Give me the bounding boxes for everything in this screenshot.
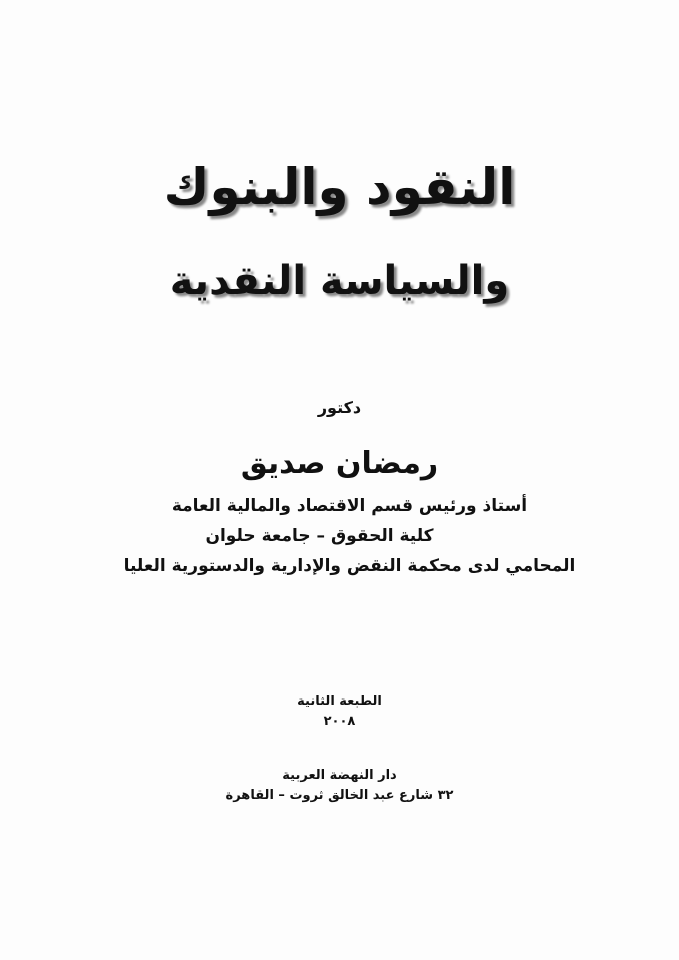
book-subtitle: والسياسة النقدية bbox=[169, 258, 510, 304]
author-lawyer: المحامي لدى محكمة النقض والإدارية والدستورية العليا bbox=[123, 556, 576, 576]
publisher-address: ٣٢ شارع عبد الخالق ثروت – القاهرة bbox=[225, 788, 454, 803]
author-prefix: دكتور bbox=[317, 398, 362, 417]
edition-label: الطبعة الثانية bbox=[297, 694, 382, 709]
author-faculty: كلية الحقوق – جامعة حلوان bbox=[205, 526, 434, 546]
publisher-name: دار النهضة العربية bbox=[282, 768, 397, 783]
author-position: أستاذ ورئيس قسم الاقتصاد والمالية العامة bbox=[171, 496, 528, 516]
edition-year: ٢٠٠٨ bbox=[323, 714, 356, 729]
author-name: رمضان صديق bbox=[240, 446, 439, 481]
book-title: النقود والبنوك bbox=[163, 158, 516, 216]
